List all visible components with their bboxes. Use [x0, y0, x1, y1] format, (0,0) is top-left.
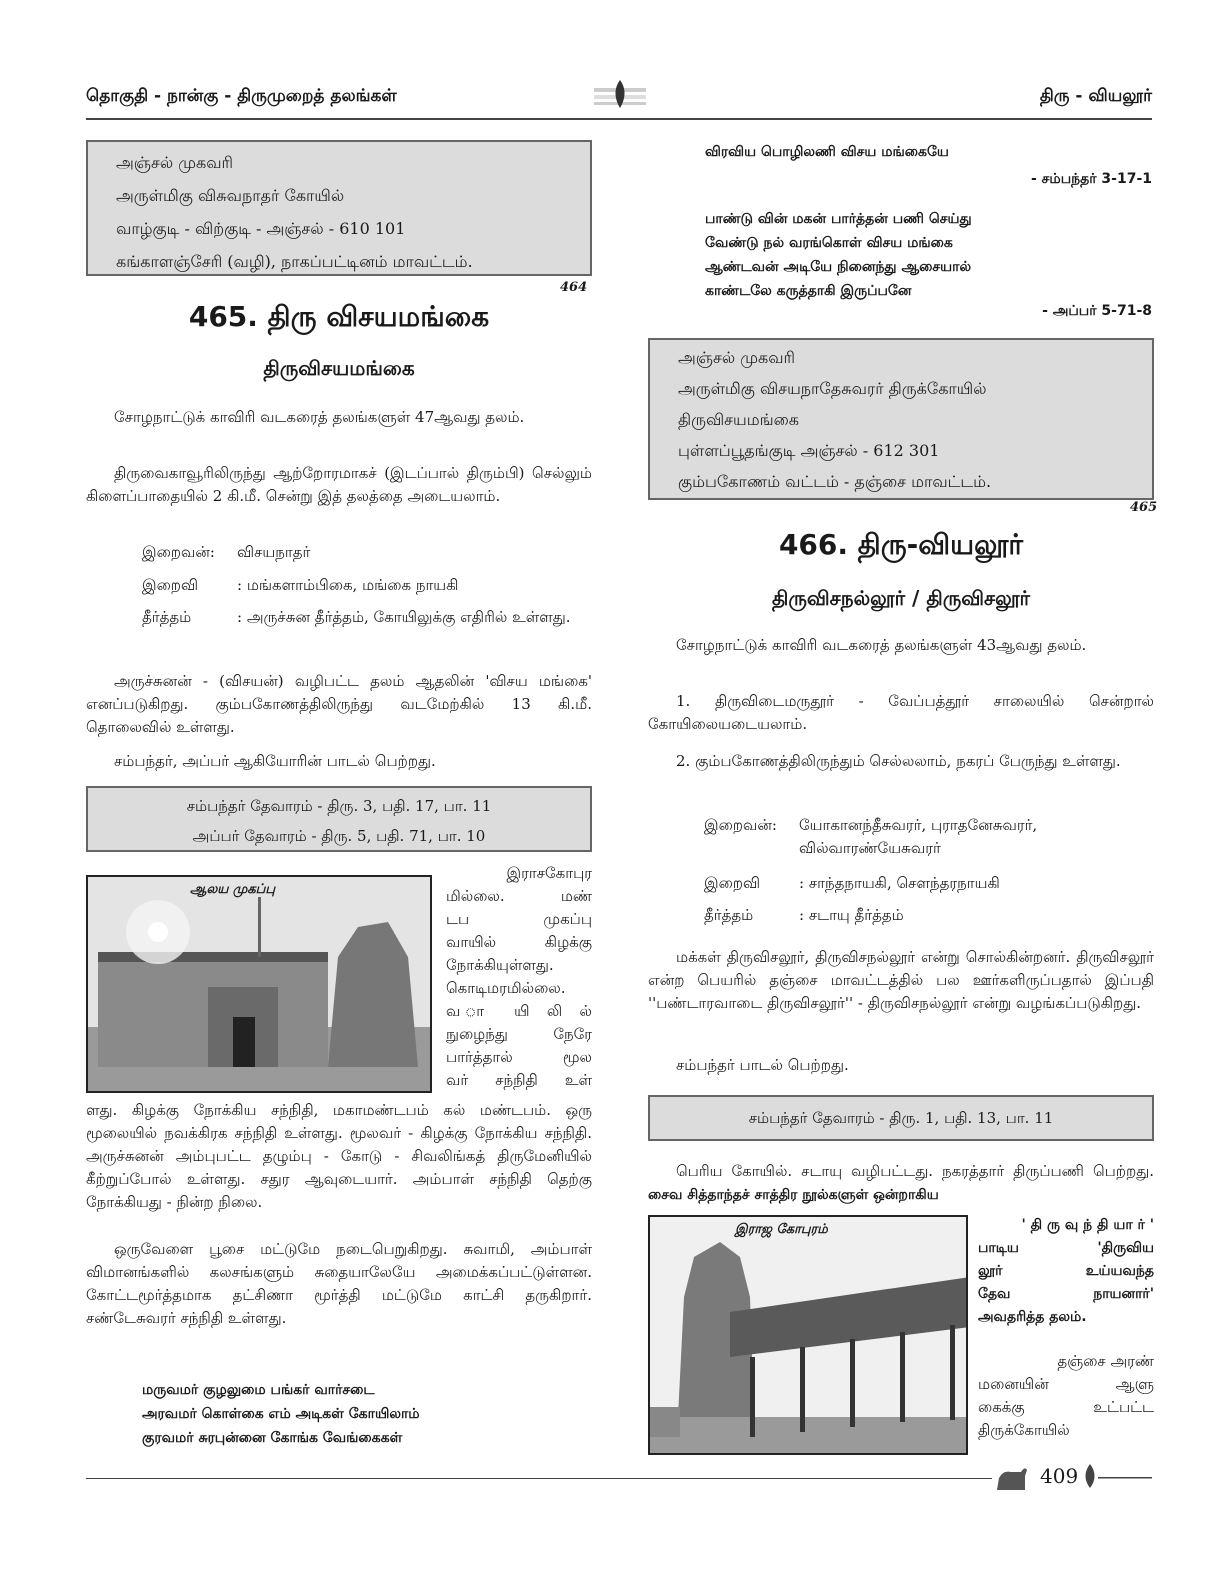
paragraph: மக்கள் திருவிசலூர், திருவிசநல்லூர் என்று சொல்கின்றனர். திருவிசலூர் என்ற பெயரில் தஞ்சை மாவட்டத்தில் பல ஊர்களிருப்பதால் இப்பதி ''பண்டாரவாடை திருவிசலூர்'' - திருவிசநல்லூர் என்று வழங்கப்படுகிறது. — [648, 948, 1154, 1012]
deity-value: யோகானந்தீசுவரர், புராதனேசுவரர், வில்வாரண்யேசுவரர் — [799, 816, 1038, 857]
wrap-line: மனையின் ஆளு — [978, 1375, 1154, 1393]
wrap-line: அவதரித்த தலம். — [978, 1309, 1087, 1325]
verse-reference: - அப்பர் 5-71-8 — [1042, 303, 1152, 319]
verse-line: வேண்டு நல் வரங்கொள் விசய மங்கை — [705, 235, 953, 251]
verse-line: மருவமர் குழலுமை பங்கர் வார்சடை — [142, 1382, 375, 1398]
deity-row — [704, 904, 1129, 927]
address-box-left — [86, 140, 592, 276]
address-line: அருள்மிகு விசயநாதேசுவரர் திருக்கோயில் — [678, 379, 987, 398]
wrap-line: வாயில் கிழக்கு — [446, 933, 592, 951]
verse-line: குரவமர் சுரபுன்னை கோங்க வேங்கைகள் — [142, 1430, 403, 1446]
wrap-line: பாடிய 'திருவிய — [978, 1240, 1154, 1256]
deity-value: : மங்களாம்பிகை, மங்கை நாயகி — [237, 576, 459, 594]
page-number: 409 — [1040, 1464, 1079, 1488]
address-box-right — [648, 338, 1154, 500]
verse-block — [705, 140, 949, 164]
section-subtitle: திருவிசயமங்கை — [263, 356, 415, 380]
thevaram-box-left — [86, 786, 592, 852]
wrap-line: வர் சந்நிதி உள் — [446, 1071, 592, 1089]
deity-value: : சடாயு தீர்த்தம் — [799, 906, 904, 924]
wrap-line: மில்லை. மண் — [446, 887, 592, 905]
wrap-line: இராசகோபுர — [506, 864, 592, 882]
address-line: அஞ்சல் முகவரி — [116, 153, 234, 172]
wrap-line: நுழைந்து நேரே — [446, 1025, 592, 1043]
verse-block — [705, 207, 972, 303]
photo-wrap-text — [978, 1350, 1154, 1442]
wrap-line: வ ா யி லி ல் — [446, 1002, 592, 1020]
thevaram-ref: சம்பந்தர் தேவாரம் - திரு. 1, பதி. 13, பா. 11 — [748, 1109, 1054, 1127]
temple-front-photo — [86, 875, 432, 1093]
deity-row — [704, 872, 1129, 895]
wrap-line: கொடிமரமில்லை. — [446, 979, 566, 997]
deity-row — [142, 574, 567, 597]
verse-line: காண்டலே கருத்தாகி இருப்பனே — [705, 283, 912, 299]
deity-key: இறைவி — [142, 576, 199, 594]
section-subtitle: திருவிசநல்லூர் / திருவிசலூர் — [771, 586, 1030, 610]
address-line: அஞ்சல் முகவரி — [678, 348, 796, 367]
verse-reference: - சம்பந்தர் 3-17-1 — [1031, 171, 1152, 187]
paragraph — [648, 1160, 1154, 1207]
paragraph: அருச்சுனன் - (விசயன்) வழிபட்ட தலம் ஆதலின் 'விசய மங்கை' எனப்படுகிறது. கும்பகோணத்திலிருந்து வடமேற்கில் 13 கி.மீ. தொலைவில் உள்ளது. — [86, 672, 592, 736]
wrap-line: நோக்கியுள்ளது. — [446, 956, 554, 974]
section-title: 465. திரு விசயமங்கை — [188, 300, 490, 333]
box-number: 464 — [560, 280, 588, 295]
footer-rule — [86, 1478, 992, 1479]
header-volume-title: தொகுதி - நான்கு - திருமுறைத் தலங்கள் — [86, 86, 397, 106]
thevaram-ref: அப்பர் தேவாரம் - திரு. 5, பதி. 71, பா. 10 — [192, 827, 486, 845]
paragraph: சம்பந்தர் பாடல் பெற்றது. — [676, 1056, 849, 1074]
address-line: கங்காளஞ்சேரி (வழி), நாகப்பட்டினம் மாவட்டம். — [116, 252, 473, 271]
address-line: திருவிசயமங்கை — [678, 410, 799, 429]
deity-key: தீர்த்தம் — [704, 906, 754, 924]
photo-caption: இராஜ கோபுரம் — [735, 1222, 828, 1237]
paragraph: ளது. கிழக்கு நோக்கிய சந்நிதி, மகாமண்டபம் கல் மண்டபம். ஒரு மூலையில் நவக்கிரக சந்நிதி உள்ளது. மூலவர் - கிழக்கு நோக்கிய சந்நிதி. அருச்சுனன் அம்புபட்ட தழும்பு - கோடு - சிவலிங்கத் திருமேனியில் கீற்றுப்போல் உள்ளது. சதுர ஆவுடையார். அம்பாள் சந்நிதி தெற்கு நோக்கியது - நின்ற நிலை. — [86, 1101, 592, 1211]
header-temple-title: திரு - வியலூர் — [1039, 86, 1152, 106]
header-rule — [86, 118, 1152, 120]
paragraph: சோழநாட்டுக் காவிரி வடகரைத் தலங்களுள் 43ஆவது தலம். — [676, 636, 1087, 654]
wrap-line: கைக்கு உட்பட்ட — [978, 1398, 1154, 1416]
section-title: 466. திரு-வியலூர் — [778, 528, 1024, 561]
deity-value: : அருச்சுன தீர்த்தம், கோயிலுக்கு எதிரில் உள்ளது. — [237, 608, 571, 626]
lamp-footer-icon — [1076, 1460, 1152, 1494]
verse-line: ஆண்டவன் அடியே நினைந்து ஆசையால் — [705, 259, 972, 275]
deity-row — [704, 814, 1139, 860]
thevaram-box-right — [648, 1095, 1154, 1141]
paragraph: திருவைகாவூரிலிருந்து ஆற்றோரமாகச் (இடப்பால் திரும்பி) செல்லும் கிளைப்பாதையில் 2 கி.மீ. சென்று இத் தலத்தை அடையலாம். — [86, 464, 592, 505]
photo-wrap-text — [446, 862, 592, 1092]
address-line: கும்பகோணம் வட்டம் - தஞ்சை மாவட்டம். — [678, 472, 992, 491]
wrap-line: திருக்கோயில் — [978, 1421, 1070, 1439]
address-line: வாழ்குடி - விற்குடி - அஞ்சல் - 610 101 — [116, 219, 406, 238]
box-number: 465 — [1130, 500, 1158, 515]
lamp-ornament-icon — [592, 78, 648, 112]
deity-key: தீர்த்தம் — [142, 608, 192, 626]
paragraph-text: பெரிய கோயில். சடாயு வழிபட்டது. நகரத்தார் திருப்பணி பெற்றது. — [676, 1162, 1154, 1180]
deity-row — [142, 541, 567, 564]
nandi-ornament-icon — [995, 1462, 1029, 1492]
verse-line: அரவமர் கொள்கை எம் அடிகள் கோயிலாம் — [142, 1406, 420, 1422]
wrap-line: தேவ நாயனார்' — [978, 1286, 1154, 1302]
paragraph: சோழநாட்டுக் காவிரி வடகரைத் தலங்களுள் 47ஆவது தலம். — [114, 408, 525, 426]
wrap-line: ' தி ரு வு ந் தி யா ர் ' — [1021, 1217, 1154, 1233]
paragraph-bold-text: சைவ சித்தாந்தச் சாத்திர நூல்களுள் ஒன்றாகிய — [648, 1187, 939, 1203]
paragraph: 1. திருவிடைமருதூர் - வேப்பத்தூர் சாலையில் சென்றால் கோயிலையடையலாம். — [648, 692, 1154, 733]
address-line: புள்ளப்பூதங்குடி அஞ்சல் - 612 301 — [678, 441, 940, 460]
photo-caption: ஆலய முகப்பு — [190, 882, 276, 897]
paragraph: 2. கும்பகோணத்திலிருந்தும் செல்லலாம், நகரப் பேருந்து உள்ளது. — [676, 752, 1121, 770]
wrap-line: பார்த்தால் மூல — [446, 1048, 592, 1066]
deity-row — [142, 606, 587, 629]
deity-value: : சாந்தநாயகி, சௌந்தரநாயகி — [799, 874, 1000, 892]
thevaram-ref: சம்பந்தர் தேவாரம் - திரு. 3, பதி. 17, பா. 11 — [186, 797, 492, 815]
address-line: அருள்மிகு விசுவநாதர் கோயில் — [116, 186, 345, 205]
wrap-line: டப முகப்பு — [446, 910, 592, 928]
deity-key: இறைவி — [704, 874, 761, 892]
deity-key: இறைவன்: — [142, 543, 215, 561]
verse-line: விரவிய பொழிலணி விசய மங்கையே — [705, 144, 949, 160]
raja-gopuram-photo — [648, 1215, 968, 1455]
paragraph: சம்பந்தர், அப்பர் ஆகியோரின் பாடல் பெற்றது. — [114, 752, 436, 770]
verse-block — [142, 1378, 420, 1450]
wrap-line: லூர் உய்யவந்த — [978, 1263, 1154, 1279]
deity-value: விசயநாதர் — [237, 543, 311, 561]
deity-key: இறைவன்: — [704, 816, 777, 834]
paragraph: ஒருவேளை பூசை மட்டுமே நடைபெறுகிறது. சுவாமி, அம்பாள் விமானங்களில் கலசங்களும் சுதையாலேயே அமைக்கப்பட்டுள்ளன. கோட்டமூர்த்தமாக தட்சிணா மூர்த்தி மட்டுமே காட்சி தருகிறார். சண்டேசுவரர் சந்நிதி உள்ளது. — [86, 1240, 592, 1327]
photo-wrap-text — [978, 1214, 1154, 1329]
wrap-line: தஞ்சை அரண் — [1057, 1352, 1154, 1370]
verse-line: பாண்டு வின் மகன் பார்த்தன் பணி செய்து — [705, 211, 972, 227]
